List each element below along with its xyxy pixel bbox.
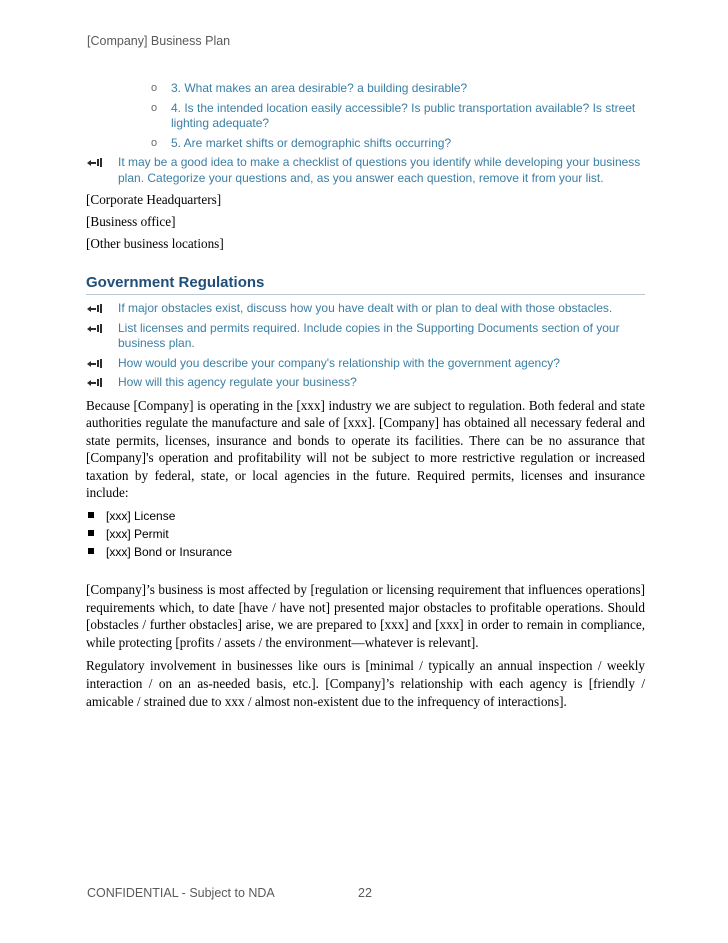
regulation-paragraph: Because [Company] is operating in the [xxx] industry we are subject to regulation. Both federal and state authorities regulate the manufacture and sale of [xxx]. [Company] has obtained all necessary federal and state permits, licenses, insurance and bonds to operate its facilities. There can be no assurance that [Company]'s operation and profitability will not be subject to more restrictive regulation or increased taxation by federal, state, or local agencies in the future. Required permits, licenses and insurance include: <box>86 397 645 501</box>
footer-confidential: CONFIDENTIAL - Subject to NDA <box>87 886 275 900</box>
tip-text: How would you describe your company's relationship with the government agency? <box>118 355 560 370</box>
agency-relationship-paragraph: Regulatory involvement in businesses like ours is [minimal / typically an annual inspection / weekly interaction / on an as-needed basis, etc.]. [Company]’s relationship with each agency is [friendly / amicable / strained due to xxx / almost non-existent due to the infrequency of interactions]. <box>86 658 645 709</box>
tip-text: List licenses and permits required. Include copies in the Supporting Documents section of your business plan. <box>118 320 620 350</box>
sub-question-3 <box>86 81 645 97</box>
sub-question-text: 3. What makes an area desirable? a building desirable? <box>171 81 468 95</box>
square-bullet-icon <box>88 512 94 518</box>
regulation-tip <box>86 375 645 391</box>
tip-text: It may be a good idea to make a checklist of questions you identify while developing your business plan. Categorize your questions and, as you answer each question, remove it from your list. <box>118 155 641 185</box>
list-item <box>86 526 645 542</box>
sub-question-4 <box>86 101 645 132</box>
tip-text: If major obstacles exist, discuss how you have dealt with or plan to deal with those obstacles. <box>118 301 613 315</box>
page-header: [Company] Business Plan <box>87 34 231 48</box>
sub-question-5 <box>86 136 645 152</box>
square-bullet-icon <box>88 530 94 536</box>
pointing-hand-icon <box>86 358 104 369</box>
regulation-tip <box>86 321 645 352</box>
section-heading-government-regulations: Government Regulations <box>86 274 645 295</box>
location-other: [Other business locations] <box>86 236 224 251</box>
checklist-tip <box>86 155 645 186</box>
regulation-tip <box>86 356 645 372</box>
page-number: 22 <box>358 886 372 900</box>
location-corporate-headquarters: [Corporate Headquarters] <box>86 192 222 207</box>
list-item-text: [xxx] License <box>106 509 176 524</box>
list-item-text: [xxx] Bond or Insurance <box>106 545 233 560</box>
pointing-hand-icon <box>86 323 104 334</box>
list-item <box>86 544 645 560</box>
pointing-hand-icon <box>86 377 104 388</box>
sub-question-text: 4. Is the intended location easily accessible? Is public transportation available? Is street lighting adequate? <box>171 100 636 130</box>
list-item <box>86 508 645 524</box>
tip-text: How will this agency regulate your business? <box>118 375 357 389</box>
obstacles-paragraph: [Company]’s business is most affected by [regulation or licensing requirement that influences operations] requirements which, to date [have / have not] presented major obstacles to profitable operations. Should [obstacles / further obstacles] arise, we are prepared to [xxx] and [xxx] in order to remain in compliance, while protecting [profits / assets / the environment—whatever is relevant]. <box>86 582 645 650</box>
pointing-hand-icon <box>86 303 104 314</box>
square-bullet-icon <box>88 548 94 554</box>
pointing-hand-icon <box>86 157 104 168</box>
circle-bullet-icon: o <box>151 136 158 149</box>
list-item-text: [xxx] Permit <box>106 527 169 542</box>
location-business-office: [Business office] <box>86 214 176 229</box>
page-content <box>86 81 645 710</box>
circle-bullet-icon: o <box>151 82 158 94</box>
circle-bullet-icon: o <box>151 101 158 114</box>
regulation-tip <box>86 301 645 317</box>
sub-question-text: 5. Are market shifts or demographic shifts occurring? <box>171 135 452 150</box>
